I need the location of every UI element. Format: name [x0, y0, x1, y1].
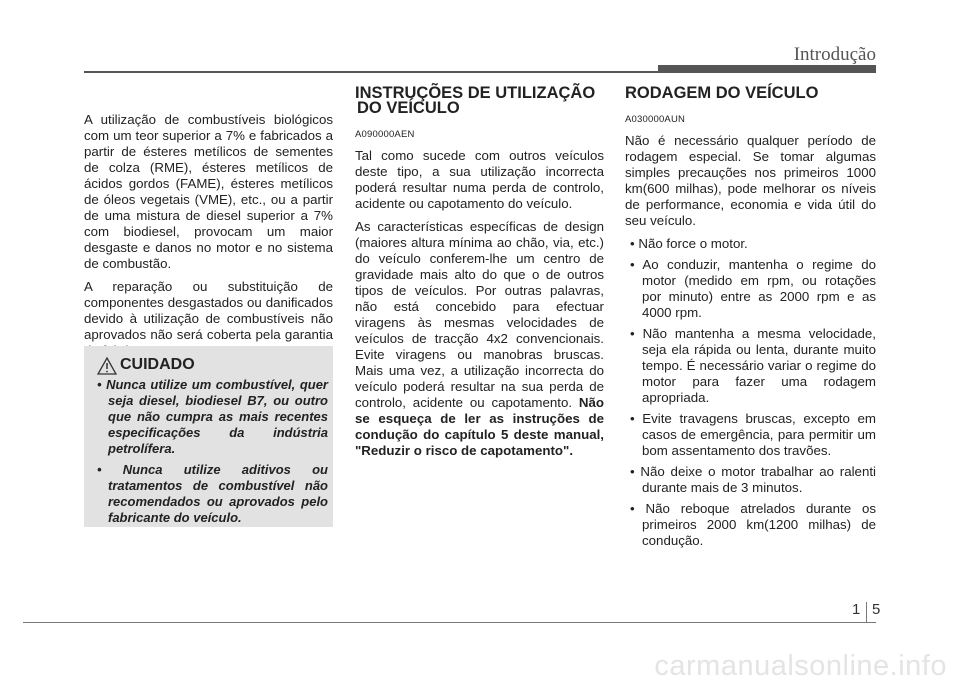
list-item: • Ao conduzir, mantenha o regime do motor (medido em rpm, ou rotações por minuto) entre as 2000 rpm e as 4000 rpm.: [630, 257, 876, 320]
break-in-intro: Não é necessário qualquer período de rodagem especial. Se tomar algumas simples precauções nos primeiros 1000 km(600 milhas), pode melhorar os níveis de performance, economia e vida útil do seu veículo.: [625, 133, 876, 228]
caution-box: [84, 346, 333, 527]
list-item: • Não reboque atrelados durante os primeiros 2000 km(1200 milhas) de condução.: [630, 501, 876, 548]
section-title-line: DO VEÍCULO: [357, 99, 460, 117]
section-code: A030000AUN: [625, 114, 686, 125]
list-item: • Evite travagens bruscas, excepto em casos de emergência, para permitir um bom assentamento dos travões.: [630, 411, 876, 458]
left-column: [84, 112, 333, 366]
section-title-break-in: RODAGEM DO VEÍCULO: [625, 84, 819, 102]
middle-column: [355, 86, 604, 466]
watermark: carmanualsonline.info: [654, 650, 947, 682]
warranty-paragraph: A reparação ou substituição de componentes desgastados ou danificados devido à utilização de combustíveis não aprovados não será coberta pela garantia: [84, 279, 333, 342]
caution-list: [90, 377, 328, 531]
page-number: 5: [872, 601, 881, 618]
break-in-list: [625, 236, 876, 549]
chapter-number: 1: [852, 601, 861, 618]
instructions-paragraph-design: [355, 219, 604, 459]
list-item: • Não force o motor.: [630, 236, 748, 251]
design-text: As características específicas de design (maiores altura mínima ao chão, via, etc.) do veículo conferem-lhe um centro de gravidade mais alto do que o de outros tipos de veículos. Por outras palavras, não está concebido para efectuar viragens às mesmas velocidades de veículos de tracção 4x2 convencionais. Evite viragens ou manobras bruscas. Mais uma vez, a utilização incorrecta do veículo poderá resultar na sua perda de controlo, acidente ou capotamento.: [355, 219, 604, 410]
header-rule: [84, 71, 876, 73]
biofuel-paragraph: A utilização de combustíveis biológicos com um teor superior a 7% e fabricados a partir de ésteres metílicos de sementes de colza (RME), ésteres metílicos de ácidos gordos (FAME), ésteres metílicos de óleos vegetais (VME), etc., ou a partir de uma mistura de diesel superior a 7% com biodiesel, provocam um maior desgaste e danos no motor e no sistema de combustão.: [84, 112, 333, 271]
section-code: A090000AEN: [355, 129, 415, 140]
right-column: [625, 86, 876, 554]
caution-item: • Nunca utilize um combustível, quer seja diesel, biodiesel B7, ou outro que não cumpra as mais recentes especificações da indústria petrolífera.: [97, 377, 328, 456]
warning-triangle-icon: [97, 357, 117, 375]
section-title-instructions: [355, 86, 604, 116]
list-item: • Não mantenha a mesma velocidade, seja ela rápida ou lenta, durante muito tempo. É necessário variar o regime do motor para fazer uma rodagem apropriada.: [630, 326, 876, 405]
caution-title: CUIDADO: [120, 356, 195, 373]
section-title-line: INSTRUÇÕES DE UTILIZAÇÃO: [355, 84, 596, 102]
footer-divider: [866, 602, 867, 622]
caution-item: • Nunca utilize aditivos ou tratamentos de combustível não recomendados ou aprovados pelo fabricante do veículo.: [97, 462, 328, 525]
chapter-title: Introdução: [793, 44, 876, 65]
instructions-paragraph: Tal como sucede com outros veículos deste tipo, a sua utilização incorrecta poderá resultar numa perda de controlo, acidente ou capotamento do veículo.: [355, 148, 604, 211]
footer-rule: [23, 622, 876, 623]
rollover-warning-text: Não se esqueça de ler as instruções de condução do capítulo 5 deste manual, "Reduzir o risco de capotamento".: [355, 395, 604, 458]
list-item: • Não deixe o motor trabalhar ao ralenti durante mais de 3 minutos.: [630, 464, 876, 495]
